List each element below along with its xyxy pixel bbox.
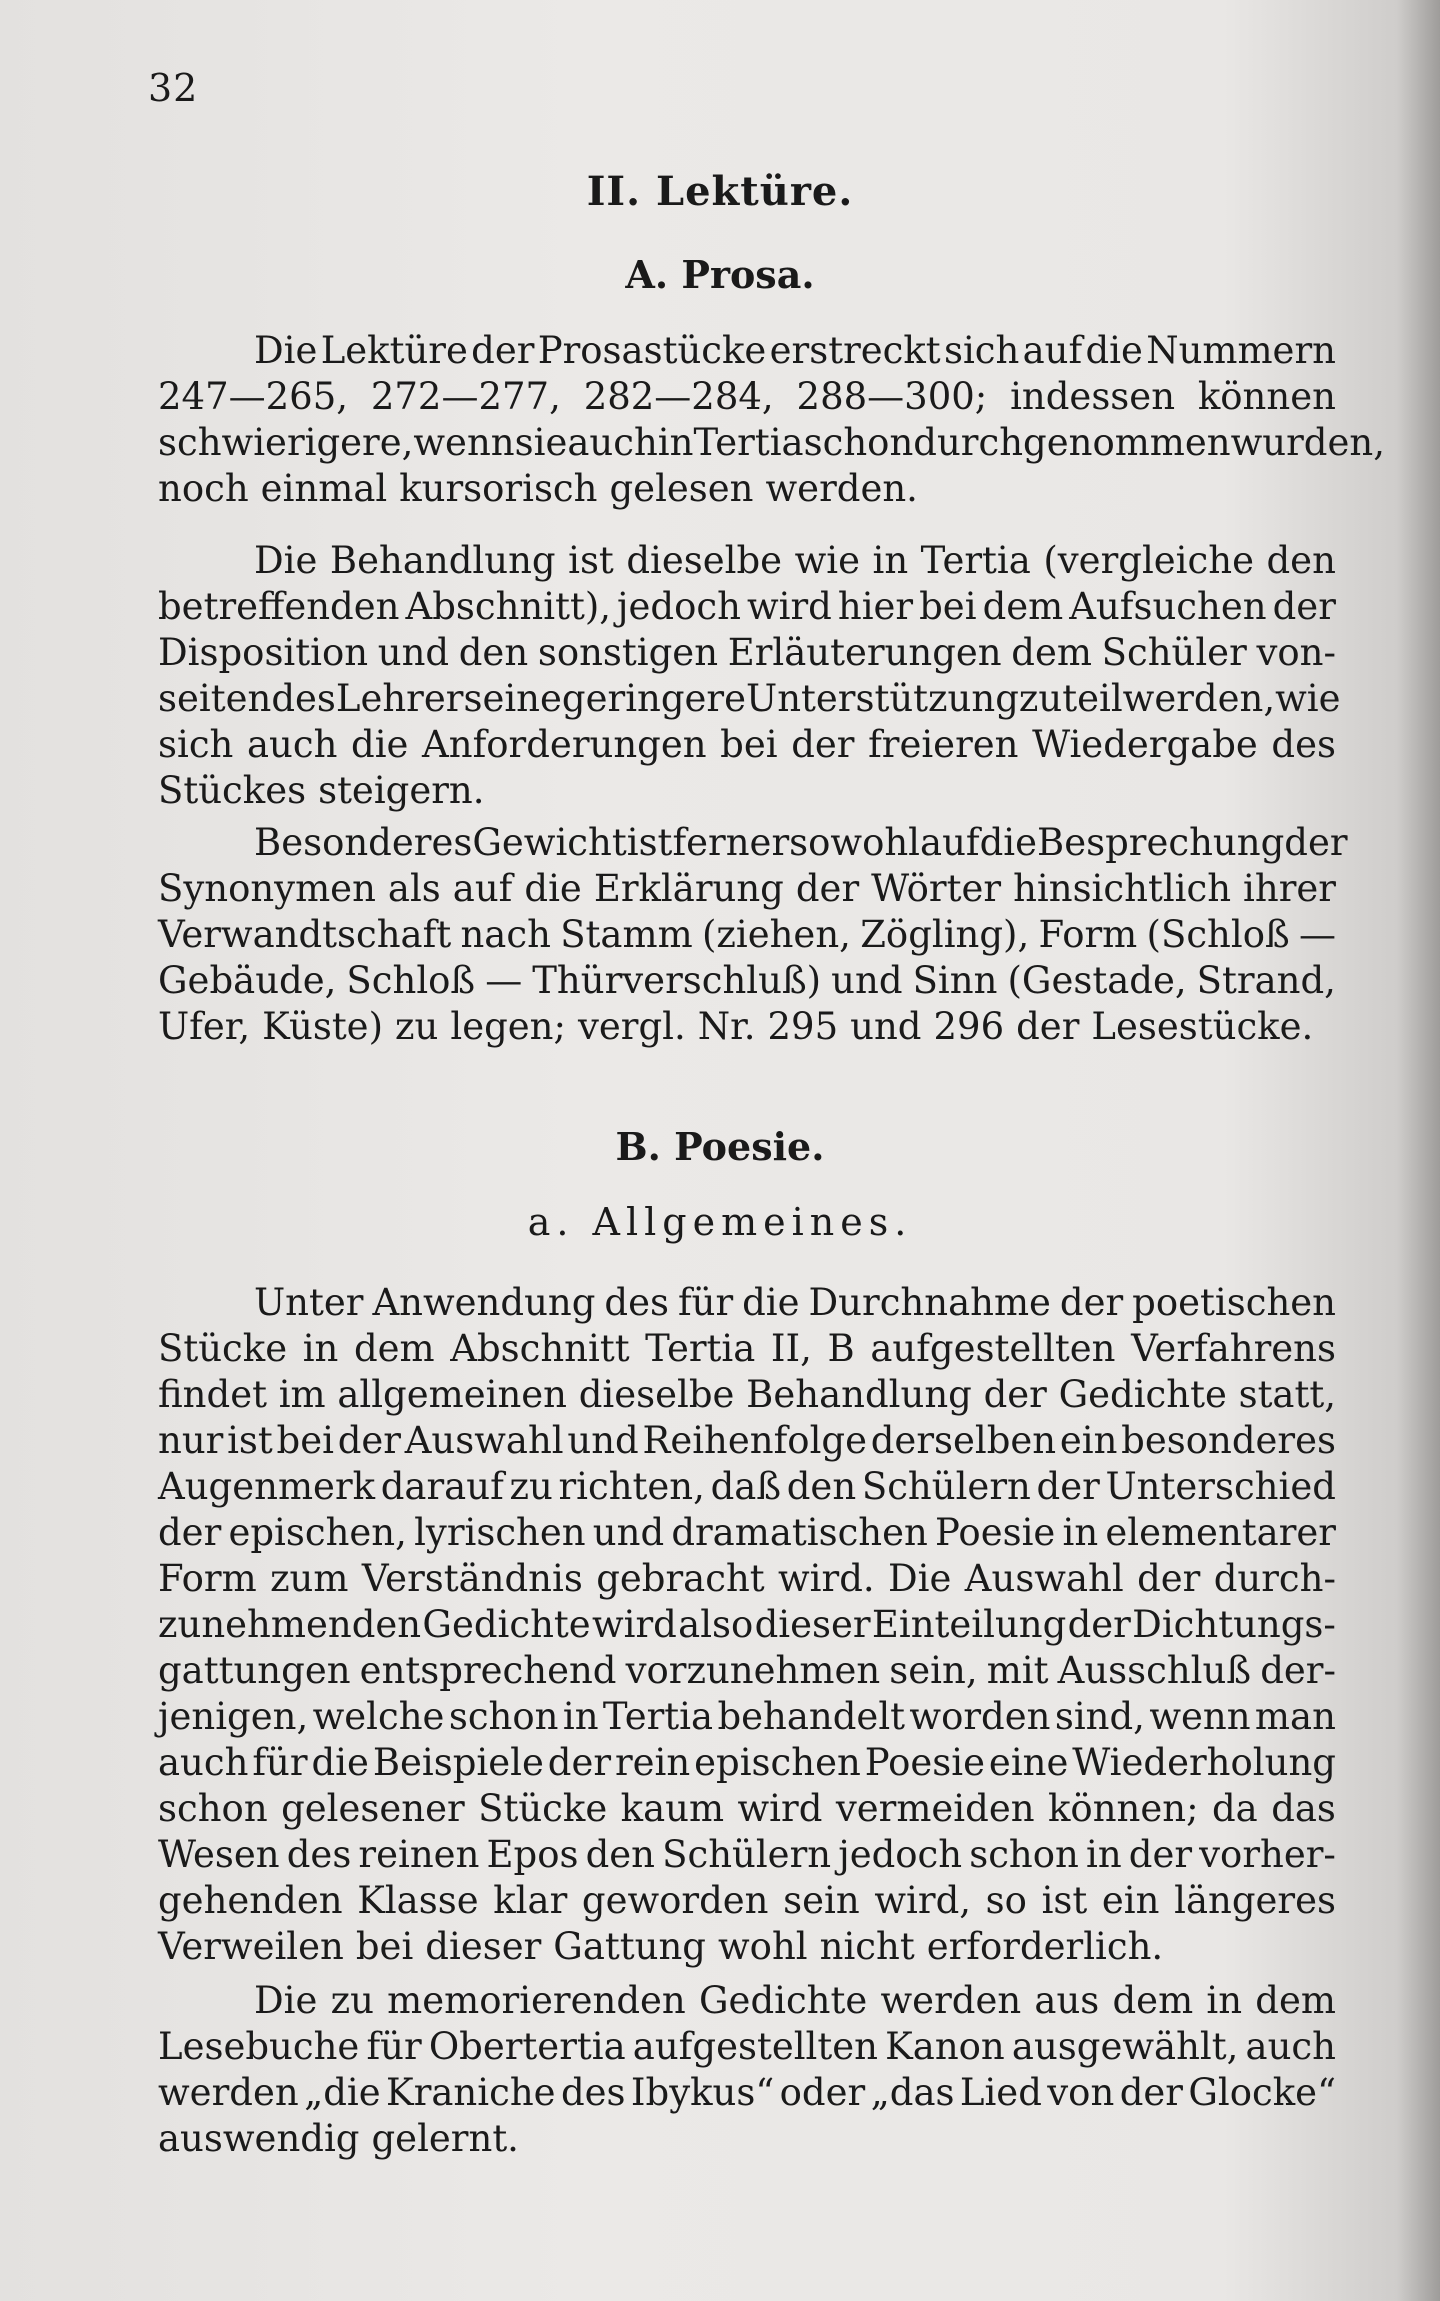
text-line: zunehmenden Gedichte wird also dieser Einteilung der Dichtungs-	[158, 1603, 1336, 1646]
text-line: jenigen, welche schon in Tertia behandelt worden sind, wenn man	[158, 1695, 1336, 1738]
page-number: 32	[148, 66, 199, 110]
text-line: auch für die Beispiele der rein epischen Poesie eine Wiederholung	[158, 1741, 1336, 1784]
paragraph-poesie-treatment	[158, 1280, 1336, 1970]
text-line: nur ist bei der Auswahl und Reihenfolge derselben ein besonderes	[158, 1419, 1336, 1462]
text-line: betreffenden Abschnitt), jedoch wird hier bei dem Aufsuchen der	[158, 585, 1336, 628]
text-line: Die zu memorierenden Gedichte werden aus dem in dem	[254, 1979, 1336, 2022]
text-line: auswendig gelernt.	[158, 2117, 519, 2160]
text-line: Synonymen als auf die Erklärung der Wörter hinsichtlich ihrer	[158, 867, 1336, 910]
text-line: Gebäude, Schloß — Thürverschluß) und Sinn (Gestade, Strand,	[158, 959, 1336, 1002]
text-line: Besonderes Gewicht ist ferner sowohl auf die Besprechung der	[254, 821, 1348, 864]
text-line: Die Behandlung ist dieselbe wie in Tertia (vergleiche den	[254, 539, 1336, 582]
text-line: Ufer, Küste) zu legen; vergl. Nr. 295 und 296 der Lesestücke.	[158, 1005, 1314, 1048]
text-line: Disposition und den sonstigen Erläuterungen dem Schüler von-	[158, 631, 1336, 674]
text-line: 247—265, 272—277, 282—284, 288—300; indessen können	[158, 375, 1336, 418]
subsection-prosa-heading: A. Prosa.	[625, 252, 815, 297]
paragraph-prosa-treatment	[158, 538, 1341, 814]
text-line: Unter Anwendung des für die Durchnahme der poetischen	[254, 1281, 1336, 1324]
text-line: schon gelesener Stücke kaum wird vermeiden können; da das	[158, 1787, 1336, 1830]
text-line: werden „die Kraniche des Ibykus“ oder „das Lied von der Glocke“	[158, 2071, 1336, 2114]
text-line: gattungen entsprechend vorzunehmen sein, mit Ausschluß der-	[158, 1649, 1336, 1692]
text-line: Augenmerk darauf zu richten, daß den Schülern der Unterschied	[158, 1465, 1336, 1508]
text-line: Verwandtschaft nach Stamm (ziehen, Zögling), Form (Schloß —	[158, 913, 1336, 956]
text-line: der epischen, lyrischen und dramatischen Poesie in elementarer	[158, 1511, 1336, 1554]
text-line: seiten des Lehrers eine geringere Unterstützung zuteil werden, wie	[158, 677, 1341, 720]
paragraph-prosa-synonyms	[158, 820, 1348, 1050]
text-line: Wesen des reinen Epos den Schülern jedoch schon in der vorher-	[158, 1833, 1336, 1876]
text-line: schwierigere, wenn sie auch in Tertia schon durchgenommen wurden,	[158, 421, 1385, 464]
paragraph-poesie-memorize	[158, 1978, 1336, 2162]
text-line: sich auch die Anforderungen bei der freieren Wiedergabe des	[158, 723, 1336, 766]
text-line: noch einmal kursorisch gelesen werden.	[158, 467, 918, 510]
subsection-poesie-heading: B. Poesie.	[615, 1124, 825, 1169]
paragraph-prosa-scope	[158, 328, 1385, 512]
subsubsection-allgemeines-heading: a. Allgemeines.	[527, 1200, 913, 1244]
text-line: gehenden Klasse klar geworden sein wird, so ist ein längeres	[158, 1879, 1336, 1922]
text-line: Stückes steigern.	[158, 769, 485, 812]
text-line: Lesebuche für Obertertia aufgestellten Kanon ausgewählt, auch	[158, 2025, 1336, 2068]
section-title: II. Lektüre.	[586, 168, 854, 215]
text-line: Verweilen bei dieser Gattung wohl nicht erforderlich.	[158, 1925, 1164, 1968]
text-line: Stücke in dem Abschnitt Tertia II, B aufgestellten Verfahrens	[158, 1327, 1336, 1370]
text-line: Die Lektüre der Prosastücke erstreckt sich auf die Nummern	[254, 329, 1336, 372]
text-line: Form zum Verständnis gebracht wird. Die Auswahl der durch-	[158, 1557, 1336, 1600]
text-line: findet im allgemeinen dieselbe Behandlung der Gedichte statt,	[158, 1373, 1336, 1416]
